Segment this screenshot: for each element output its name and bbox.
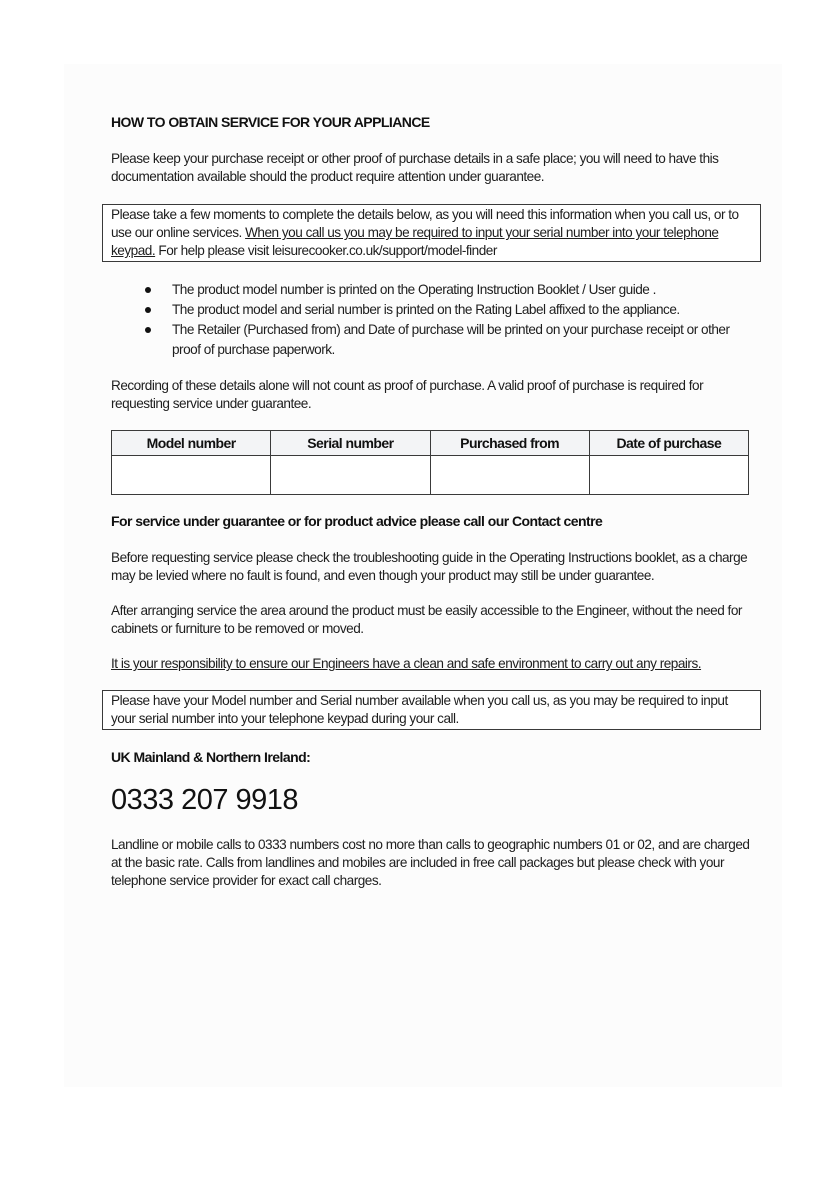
page-title: HOW TO OBTAIN SERVICE FOR YOUR APPLIANCE [111,114,430,130]
serial-number-cell[interactable] [271,456,430,495]
call-reminder-text: Please have your Model number and Serial number available when you call us, as you may be required to input your serial number into your telephone keypad during your call. [111,693,728,726]
purchased-from-cell[interactable] [430,456,589,495]
troubleshooting-note: Before requesting service please check the troubleshooting guide in the Operating Instructions booklet, as a charge may be levied where no fault is found, and even though your product may still be under guarantee. [111,550,748,583]
call-charges-note: Landline or mobile calls to 0333 numbers cost no more than calls to geographic numbers 01 or 02, and are charged at the basic rate. Calls from landlines and mobiles are included in free call packages but please check with your telephone service provider for exact call charges. [111,837,750,888]
header-date-of-purchase: Date of purchase [589,431,748,456]
list-item-text: The product model number is printed on the Operating Instruction Booklet / User guide . [172,282,656,297]
model-number-cell[interactable] [112,456,271,495]
table-header-row [112,431,749,456]
list-item [111,300,751,320]
bullet-icon [145,287,151,293]
info-box-help-link-text: For help please visit leisurecooker.co.uk/support/model-finder [155,243,497,258]
table-row [112,456,749,495]
recording-note: Recording of these details alone will not count as proof of purchase. A valid proof of purchase is required for requesting service under guarantee. [111,378,704,411]
list-item [111,280,751,300]
list-item-text: The Retailer (Purchased from) and Date of purchase will be printed on your purchase receipt or other proof of purchase paperwork. [172,322,730,357]
contact-phone-number: 0333 207 9918 [111,784,299,816]
region-heading: UK Mainland & Northern Ireland: [111,749,311,765]
responsibility-note: It is your responsibility to ensure our Engineers have a clean and safe environment to carry out any repairs. [111,656,702,671]
list-item-text: The product model and serial number is printed on the Rating Label affixed to the appliance. [172,302,680,317]
purchase-details-table [111,430,749,495]
call-reminder-box [102,690,761,730]
info-box-text: Please take a few moments to complete the details below, as you will need this information when you call us, or to use our online services. [111,207,739,240]
info-box [102,204,761,262]
header-model-number: Model number [112,431,271,456]
intro-paragraph: Please keep your purchase receipt or other proof of purchase details in a safe place; you will need to have this documentation available should the product require attention under guarantee. [111,151,719,184]
contact-centre-heading: For service under guarantee or for product advice please call our Contact centre [111,513,603,529]
access-note: After arranging service the area around the product must be easily accessible to the Engineer, without the need for cabinets or furniture to be removed or moved. [111,603,742,636]
bullet-icon [145,307,151,313]
info-box-keypad-note: When you call us you may be required to input your serial number into your telephone keypad. [111,225,719,258]
list-item [111,320,751,360]
detail-location-list [111,280,751,360]
header-purchased-from: Purchased from [430,431,589,456]
header-serial-number: Serial number [271,431,430,456]
date-of-purchase-cell[interactable] [589,456,748,495]
bullet-icon [145,327,151,333]
